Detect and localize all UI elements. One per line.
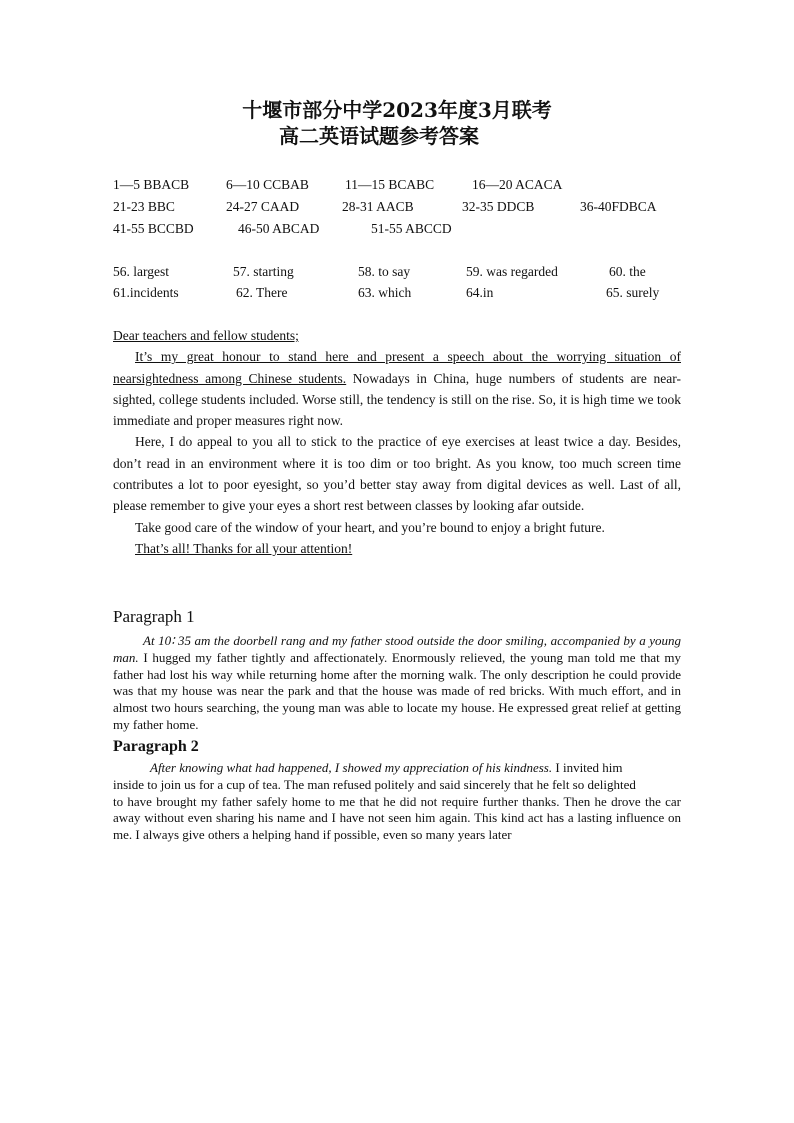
- grammar-answer: 62. There: [236, 285, 288, 300]
- paragraph-2-heading: Paragraph 2: [113, 738, 199, 755]
- grammar-answer: 56. largest: [113, 264, 169, 279]
- letter-closing: [113, 538, 681, 559]
- exam-subtitle: 高二英语试题参考答案: [279, 124, 479, 148]
- paragraph-line: inside to join us for a cup of tea. The man refused politely and said sincerely that he felt so delighted: [113, 776, 636, 792]
- grammar-answer: 65. surely: [606, 285, 660, 300]
- answer-group: 11—15 BCABC: [345, 177, 435, 192]
- underlined-opening: It’s my great honour to stand here and present a speech about the worrying situation of nearsightedness among Chinese students.: [113, 349, 681, 386]
- answer-group: 24-27 CAAD: [226, 199, 300, 214]
- exam-title: 十堰市部分中学2023年度3月联考: [242, 98, 552, 122]
- grammar-answer: 59. was regarded: [466, 264, 558, 279]
- letter-paragraph-1: [113, 346, 681, 431]
- answer-group: 21-23 BBC: [113, 199, 175, 214]
- underlined-closing: That’s all! Thanks for all your attention!: [135, 540, 353, 556]
- continuation-paragraph-1: [113, 633, 681, 734]
- grammar-answer: 61.incidents: [113, 285, 179, 300]
- given-opening-sentence: At 10∶ 35 am the doorbell rang and my father stood outside the door smiling, accompanied by a young man.: [113, 633, 681, 665]
- answer-group: 16—20 ACACA: [472, 177, 563, 192]
- answer-group: 36-40FDBCA: [580, 199, 657, 214]
- answer-group: 32-35 DDCB: [462, 199, 535, 214]
- answer-group: 51-55 ABCCD: [371, 221, 452, 236]
- given-opening-sentence: After knowing what had happened, I showed my appreciation of his kindness.: [150, 760, 553, 775]
- paragraph-line: to have brought my father safely home to me that he did not require further thanks. Then he drove the car away without even sharing his name and I have not seen him again. This kind act has a lasting influence on me. I always give others a helping hand if possible, even so many years later: [113, 793, 681, 843]
- answer-group: 41-55 BCCBD: [113, 221, 194, 236]
- answer-group: 28-31 AACB: [342, 199, 414, 214]
- grammar-answer: 63. which: [358, 285, 412, 300]
- grammar-answer: 64.in: [466, 285, 494, 300]
- letter-salutation: Dear teachers and fellow students;: [113, 328, 299, 343]
- paragraph-text: Nowadays in China, huge numbers of students are near-sighted, college students included. Worse still, the tendency is still on the rise. So, it is high time we took immediate and proper measures right now.: [113, 370, 681, 429]
- paragraph-text: I hugged my father tightly and affectionately. Enormously relieved, the young man told me that my father had lost his way while returning home after the morning walk. The only description he could provide was that my house was near the park and that the house was made of red bricks. With much effort, and in almost two hours searching, the young man was able to locate my house. He expressed great relief at getting my father home.: [113, 649, 681, 732]
- grammar-answer: 58. to say: [358, 264, 411, 279]
- paragraph-1-heading: Paragraph 1: [113, 607, 195, 626]
- answer-group: 1—5 BBACB: [113, 177, 190, 192]
- letter-paragraph-2: Here, I do appeal to you all to stick to the practice of eye exercises at least twice a day. Besides, don’t read in an environment where it is too dim or too bright. As you know, too much screen time contributes a lot to poor eyesight, so you’d better stay away from digital devices as well. Last of all, please remember to give your eyes a short rest between classes by looking afar outside.: [113, 434, 681, 514]
- writing-sample: [113, 325, 681, 559]
- paragraph-text: I invited him: [552, 760, 623, 775]
- letter-paragraph-3: Take good care of the window of your heart, and you’re bound to enjoy a bright future.: [135, 519, 605, 535]
- grammar-answer: 57. starting: [233, 264, 294, 279]
- answer-group: 6—10 CCBAB: [226, 177, 309, 192]
- answer-group: 46-50 ABCAD: [238, 221, 320, 236]
- grammar-answer: 60. the: [609, 264, 646, 279]
- continuation-paragraph-2: [113, 760, 681, 844]
